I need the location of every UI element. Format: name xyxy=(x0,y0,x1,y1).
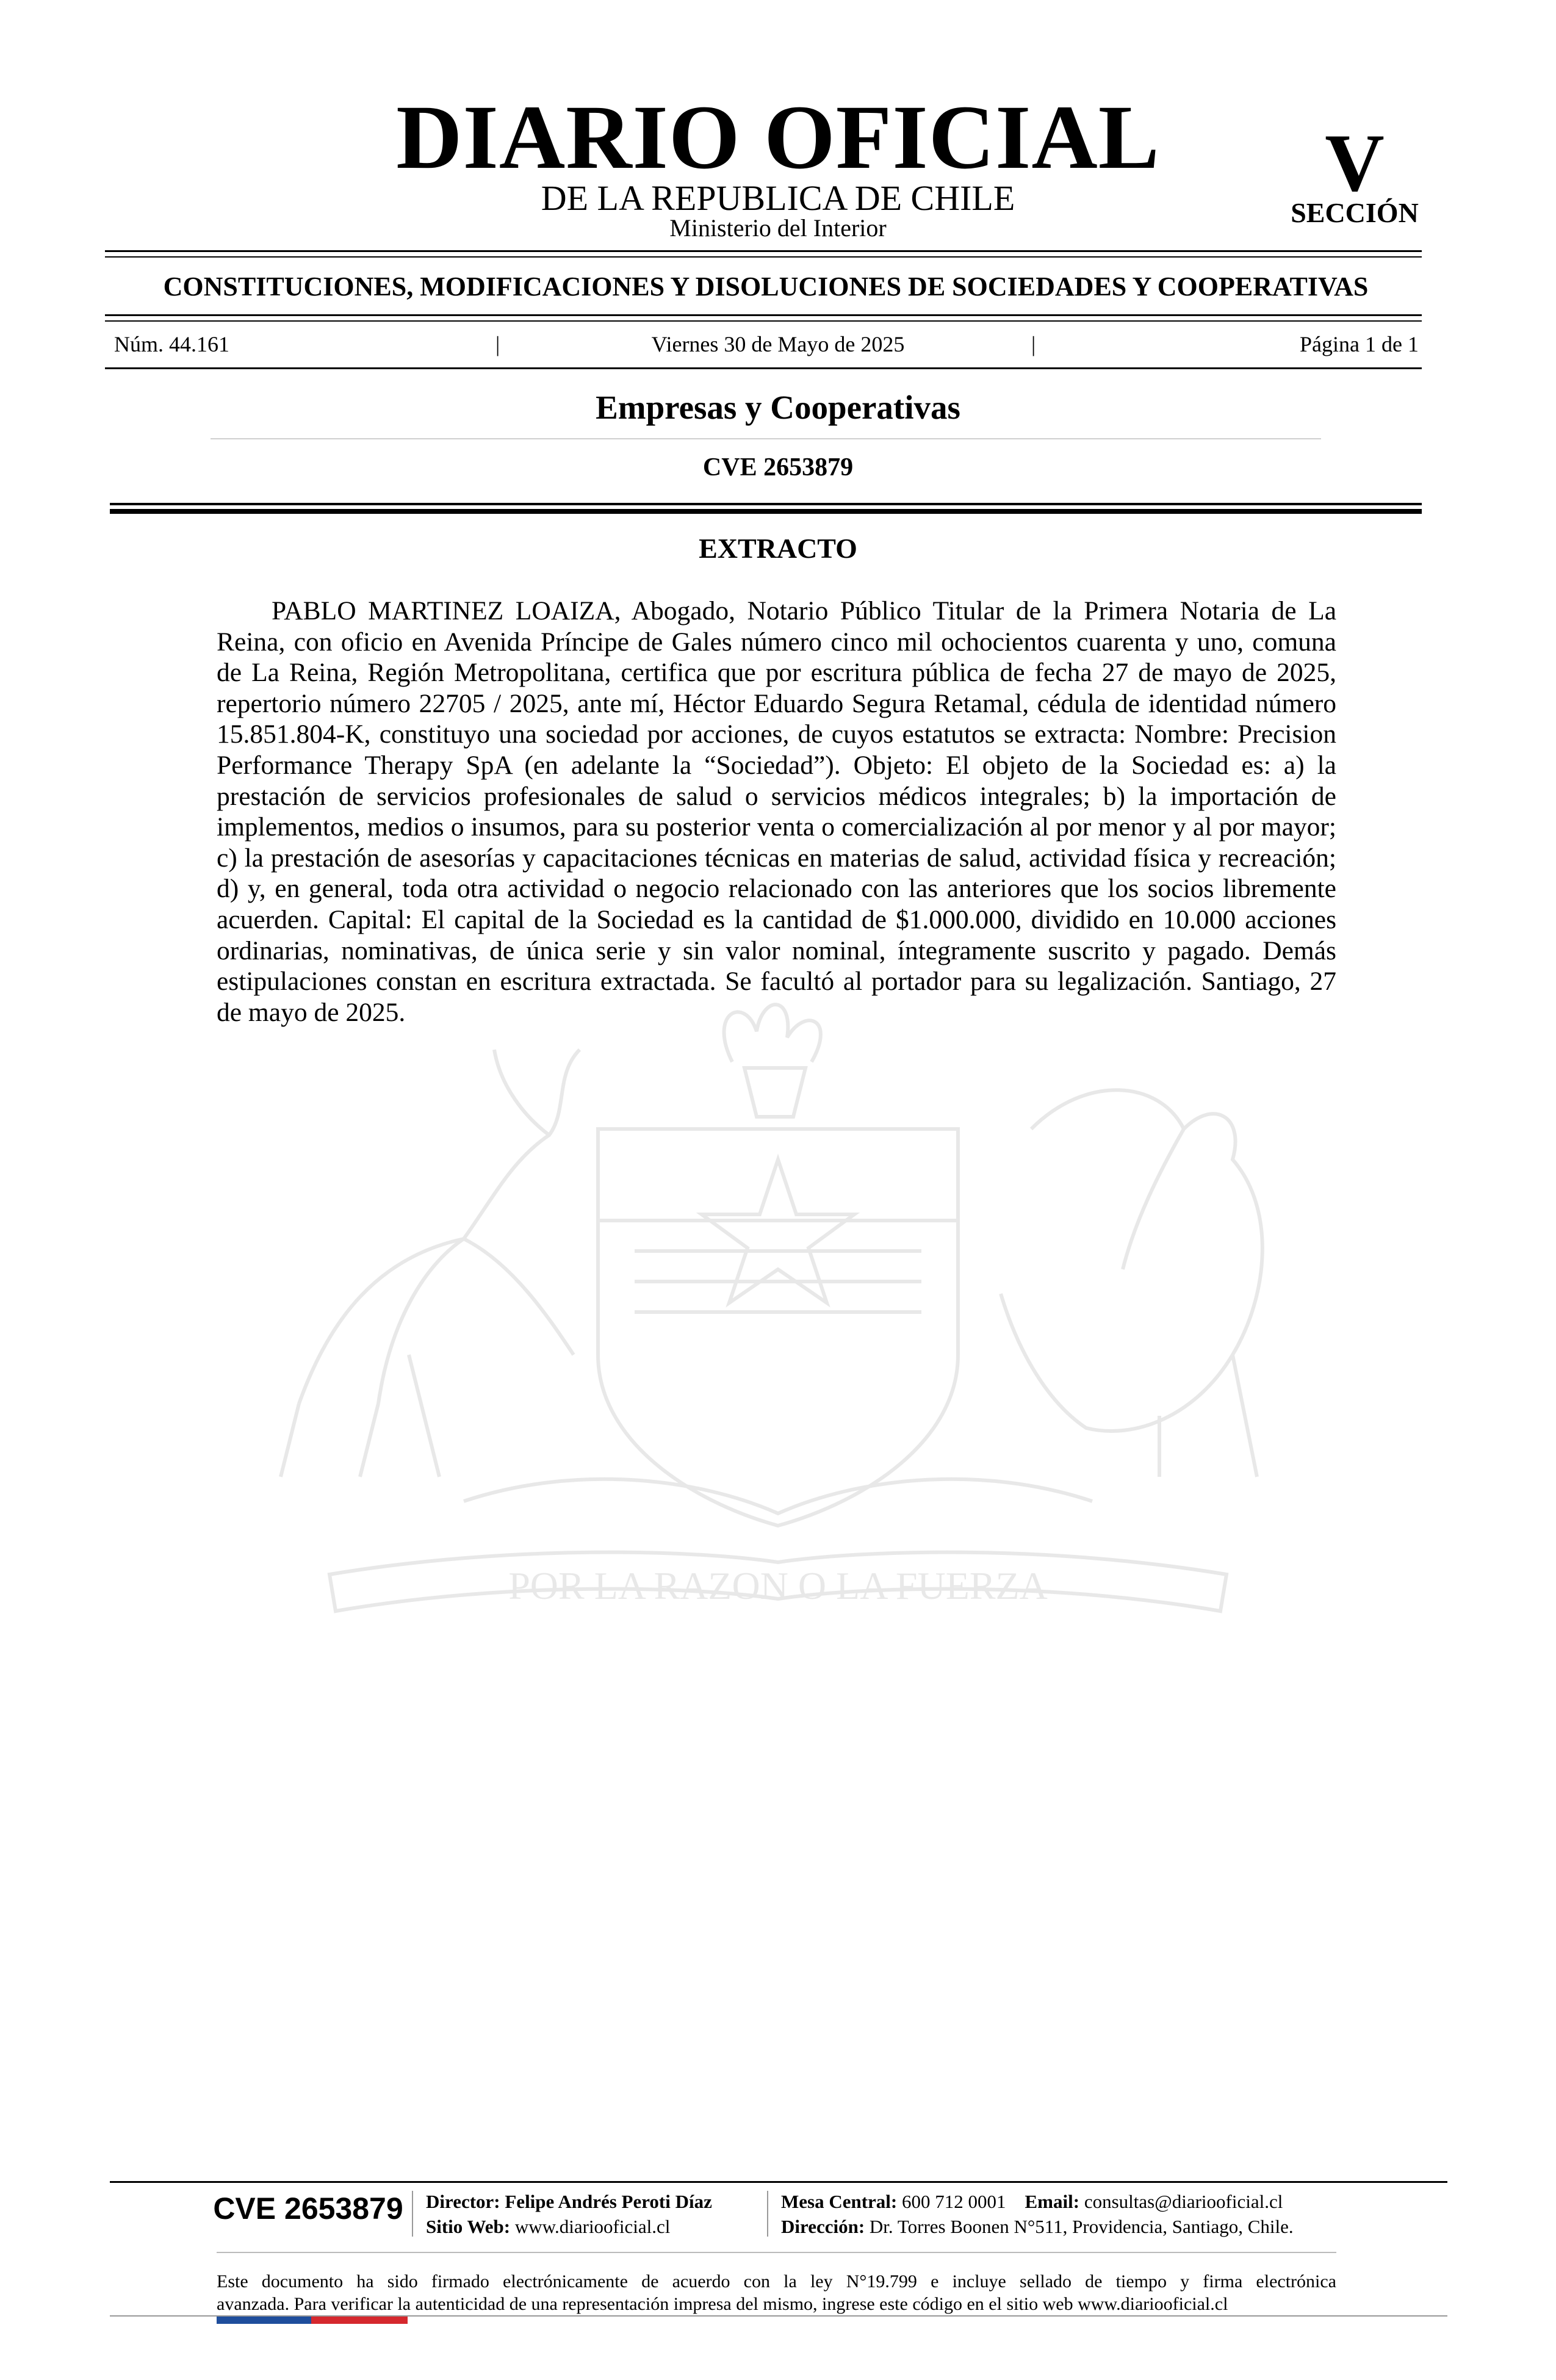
website-link[interactable]: www.diariooficial.cl xyxy=(514,2216,671,2237)
footer-divider xyxy=(412,2191,413,2237)
coat-of-arms-icon xyxy=(207,976,1349,1666)
top-rule-2 xyxy=(105,256,1422,258)
director-label: Director: xyxy=(426,2191,500,2212)
document-body: PABLO MARTINEZ LOAIZA, Abogado, Notario Público Titular de la Primera Notaria de La Reina, con oficio en Avenida Príncipe de Gales número cinco mil ochocientos cuarenta y uno, comuna de La Reina, Región Metropolitana, certifica que por escritura pública de fecha 27 de mayo de 2025, repertorio número 22705 / 2025, ante mí, Héctor Eduardo Segura Retamal, cédula de identidad número 15.851.804-K, constituyo una sociedad por acciones, de cuyos estatutos se extracta: Nombre: Precision Performance Therapy SpA (en adelante la “Sociedad”). Objeto: El objeto de la Sociedad es: a) la prestación de servicios profesionales de salud o servicios médicos integrales; b) la importación de implementos, medios o insumos, para su posterior venta o comercialización al por menor y al por mayor; c) la prestación de asesorías y capacitaciones técnicas en materias de salud, actividad física y recreación; d) y, en general, toda otra actividad o negocio relacionado con las anteriores que los socios libremente acuerden. Capital: El capital de la Sociedad es la cantidad de $1.000.000, dividido en 10.000 acciones ordinarias, nominativas, de única serie y sin valor nominal, íntegramente suscrito y pagado. Demás estipulaciones constan en escritura extractada. Se facultó al portador para su legalización. Santiago, 27 de mayo de 2025. xyxy=(217,596,1336,1027)
central-label: Mesa Central: xyxy=(781,2191,898,2212)
issue-number: Núm. 44.161 xyxy=(114,332,229,356)
top-rule-1 xyxy=(105,250,1422,252)
section-heading: Empresas y Cooperativas xyxy=(596,389,960,426)
meta-rule xyxy=(105,367,1422,369)
footer-cve-code: CVE 2653879 xyxy=(213,2191,403,2226)
notice-line: Este documento ha sido firmado electrónicamente de acuerdo con la ley N°19.799 e incluye sellado de tiempo y firma electrónica xyxy=(217,2271,1336,2292)
website-label: Sitio Web: xyxy=(426,2216,511,2237)
address-value: Dr. Torres Boonen N°511, Providencia, Santiago, Chile. xyxy=(869,2216,1294,2237)
page-indicator: Página 1 de 1 xyxy=(1300,332,1419,356)
email-link[interactable]: consultas@diariooficial.cl xyxy=(1084,2191,1283,2212)
flag-stripe-red xyxy=(311,2317,408,2324)
director-name: Felipe Andrés Peroti Díaz xyxy=(505,2191,712,2212)
issue-date: Viernes 30 de Mayo de 2025 xyxy=(651,332,905,356)
masthead-subtitle: DE LA REPUBLICA DE CHILE xyxy=(541,178,1015,218)
category-banner: CONSTITUCIONES, MODIFICACIONES Y DISOLUCIONES DE SOCIEDADES Y COOPERATIVAS xyxy=(163,272,1369,301)
section-letter: V xyxy=(1325,118,1385,209)
signature-notice xyxy=(217,2270,1336,2315)
meta-separator: | xyxy=(495,332,500,356)
cve-code: CVE 2653879 xyxy=(702,453,854,481)
footer-thin-rule xyxy=(217,2252,1336,2253)
footer-divider xyxy=(767,2191,768,2237)
footer-website xyxy=(426,2217,670,2236)
footer-director xyxy=(426,2192,712,2211)
footer-contact xyxy=(781,2192,1283,2211)
heavy-rule-1 xyxy=(110,503,1422,505)
meta-separator: | xyxy=(1031,332,1036,356)
footer-address xyxy=(781,2217,1294,2236)
category-rule-1 xyxy=(105,314,1422,316)
central-phone: 600 712 0001 xyxy=(902,2191,1006,2212)
address-label: Dirección: xyxy=(781,2216,865,2237)
section-word: SECCIÓN xyxy=(1291,197,1419,228)
flag-stripe-blue xyxy=(217,2317,311,2324)
motto-text: POR LA RAZON O LA FUERZA xyxy=(508,1564,1048,1607)
masthead-ministry: Ministerio del Interior xyxy=(669,214,887,242)
document-title: EXTRACTO xyxy=(699,533,857,564)
section-heading-underline xyxy=(211,438,1321,439)
footer-rule xyxy=(110,2181,1447,2183)
category-rule-2 xyxy=(105,320,1422,322)
heavy-rule-2 xyxy=(110,509,1422,514)
notice-line: avanzada. Para verificar la autenticidad de una representación impresa del mismo, ingrese este código en el sitio web www.diariooficial.cl xyxy=(217,2294,1228,2314)
email-label: Email: xyxy=(1025,2191,1080,2212)
masthead-title: DIARIO OFICIAL xyxy=(396,87,1160,188)
